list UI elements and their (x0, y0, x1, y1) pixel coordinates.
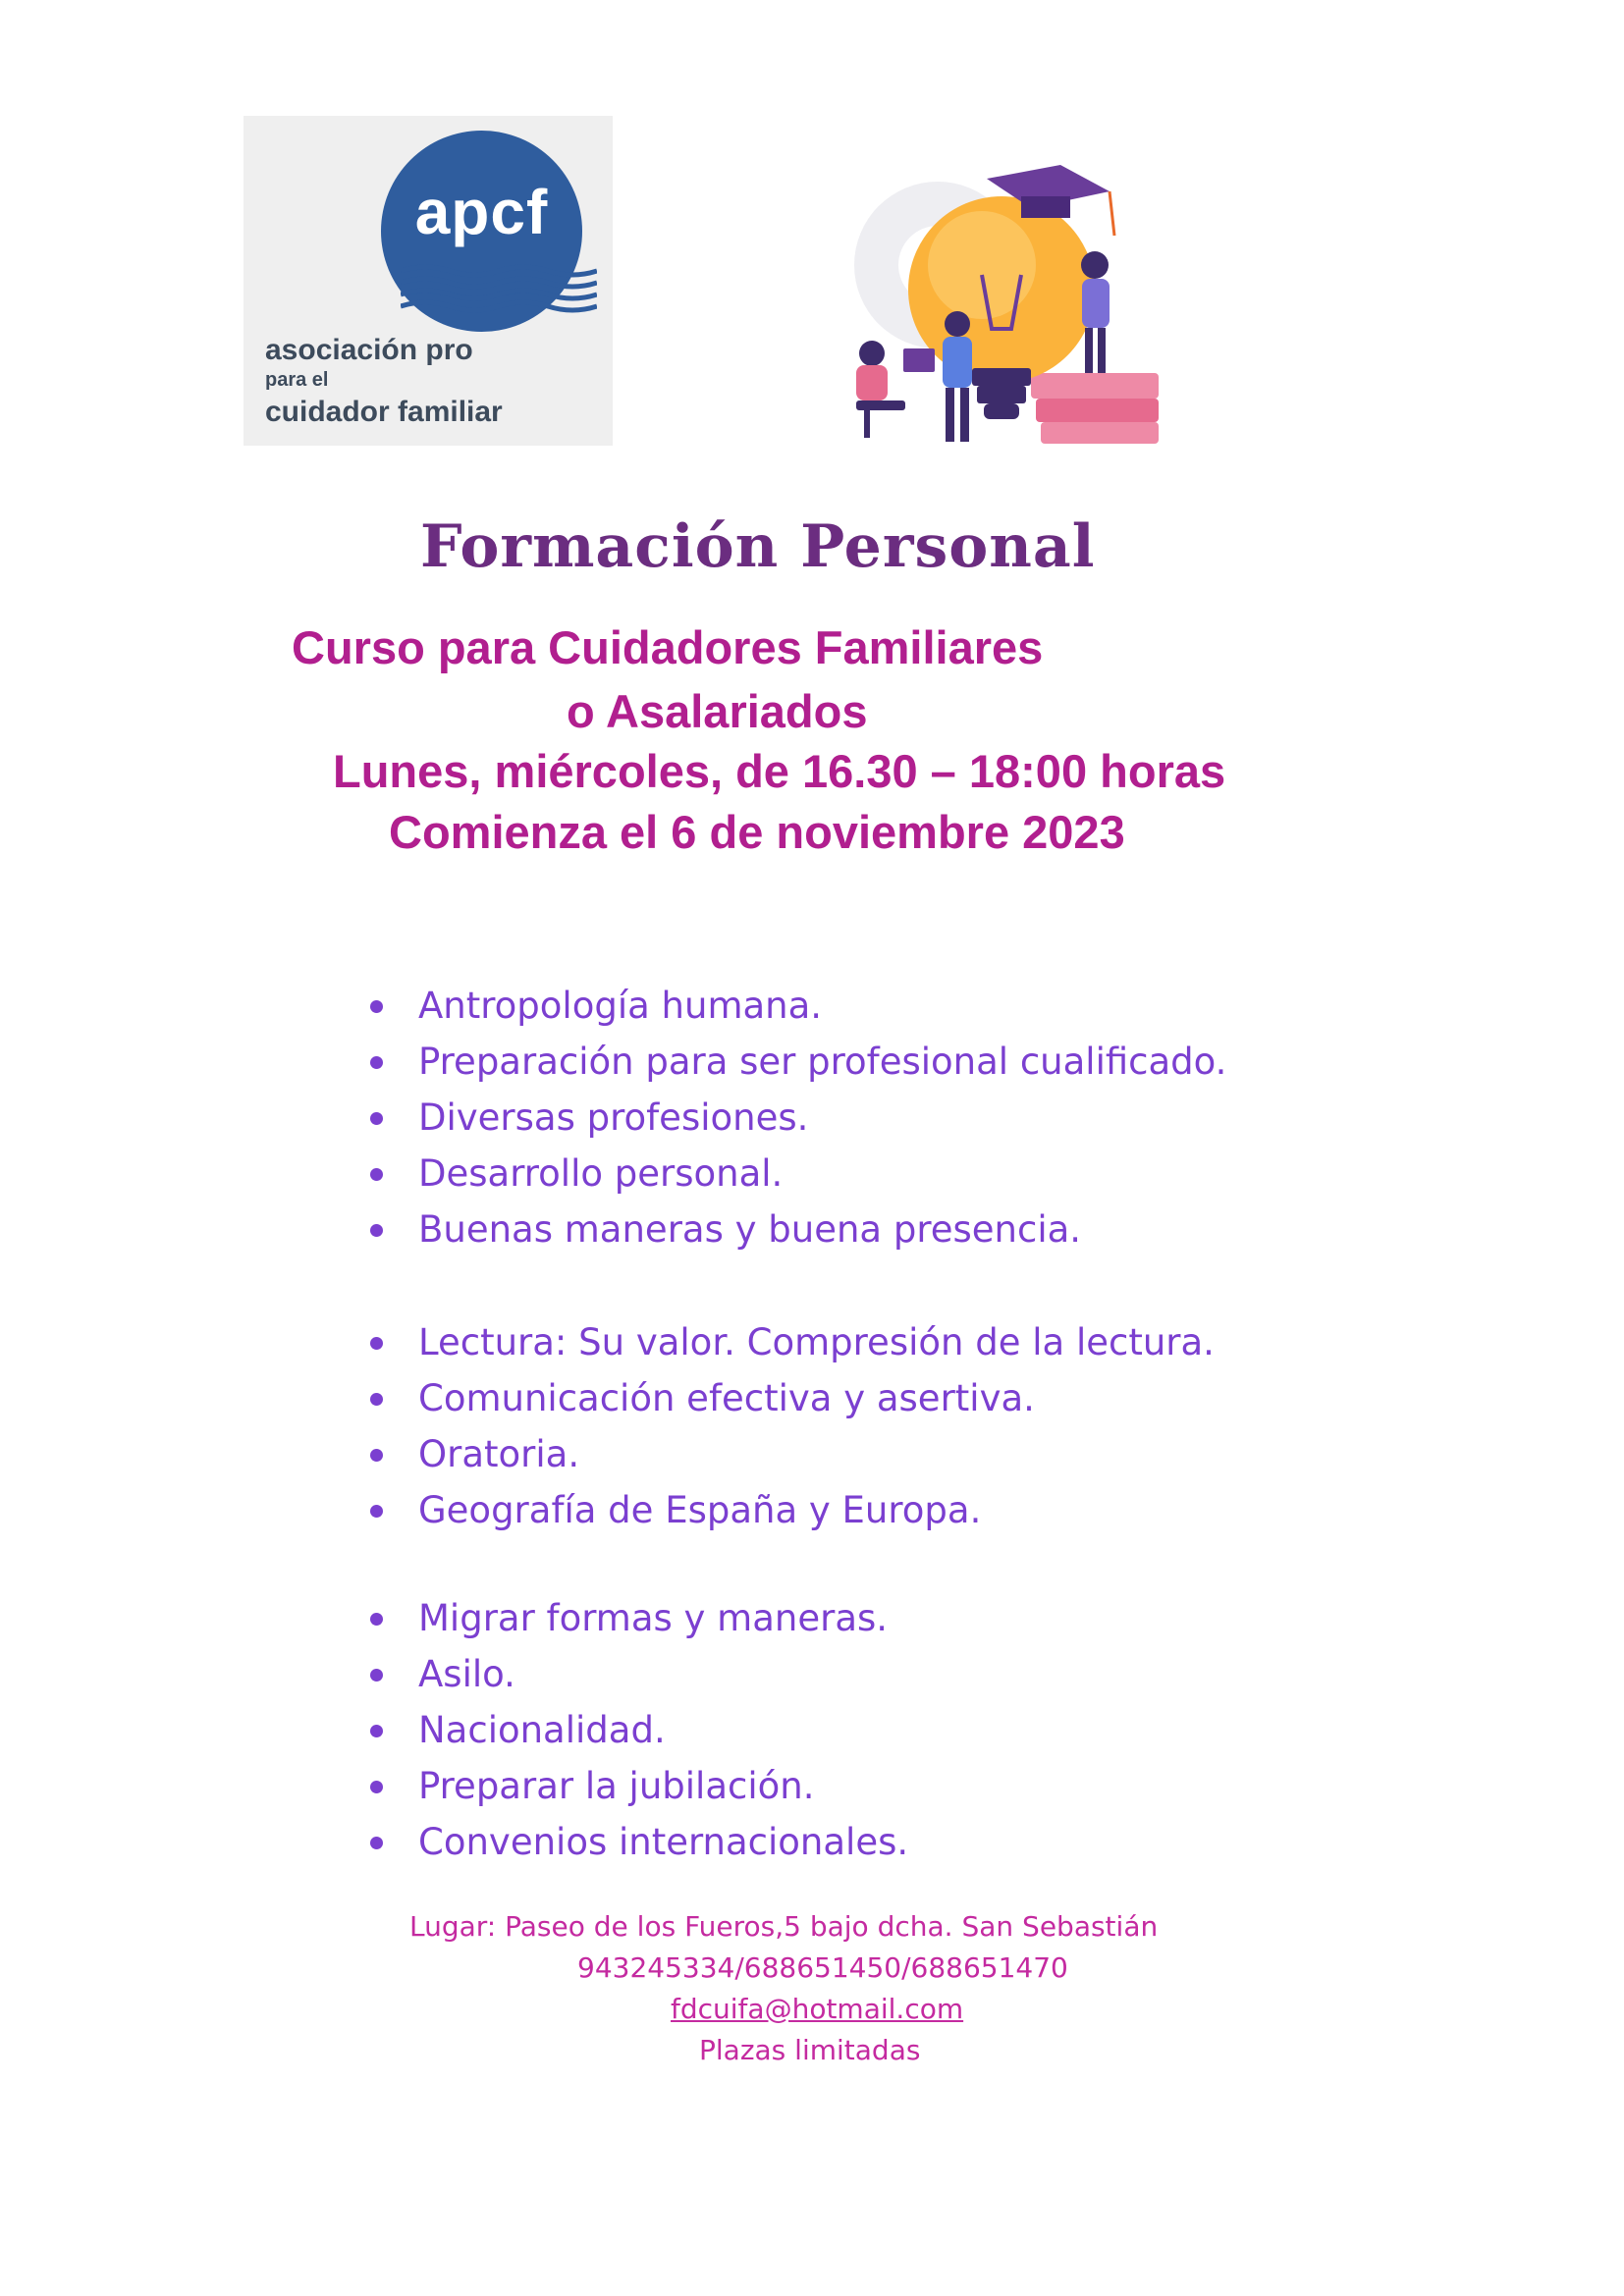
list-item: Antropología humana. (363, 978, 1226, 1034)
list-item: Preparar la jubilación. (363, 1758, 908, 1814)
logo-line-3: cuidador familiar (265, 396, 503, 428)
logo-line-1: asociación pro (265, 334, 473, 366)
list-item: Oratoria. (363, 1426, 1215, 1482)
footer-email-link[interactable]: fdcuifa@hotmail.com (671, 1993, 964, 2025)
topic-list-3 (363, 1590, 908, 1870)
topic-list-1 (363, 978, 1226, 1257)
course-start-date: Comienza el 6 de noviembre 2023 (389, 806, 1125, 858)
list-item: Buenas maneras y buena presencia. (363, 1201, 1226, 1257)
list-item: Migrar formas y maneras. (363, 1590, 908, 1646)
list-item: Lectura: Su valor. Compresión de la lectura. (363, 1314, 1215, 1370)
page-title: Formación Personal (420, 512, 1096, 581)
list-item: Diversas profesiones. (363, 1090, 1226, 1146)
apcf-logo (244, 116, 613, 446)
list-item: Desarrollo personal. (363, 1146, 1226, 1201)
list-item: Preparación para ser profesional cualificado. (363, 1034, 1226, 1090)
footer-location: Lugar: Paseo de los Fueros,5 bajo dcha. San Sebastián (409, 1910, 1159, 1943)
list-item: Asilo. (363, 1646, 908, 1702)
list-item: Nacionalidad. (363, 1702, 908, 1758)
footer-phones: 943245334/688651450/688651470 (577, 1951, 1068, 1984)
course-schedule: Lunes, miércoles, de 16.30 – 18:00 horas (333, 745, 1226, 797)
course-title-line-1: Curso para Cuidadores Familiares (292, 621, 1044, 673)
logo-line-2: para el (265, 369, 329, 391)
list-item: Comunicación efectiva y asertiva. (363, 1370, 1215, 1426)
list-item: Convenios internacionales. (363, 1814, 908, 1870)
course-title-line-2: o Asalariados (567, 685, 868, 737)
footer-note: Plazas limitadas (699, 2034, 921, 2066)
logo-abbr: apcf (414, 177, 549, 247)
topic-list-2 (363, 1314, 1215, 1538)
list-item: Geografía de España y Europa. (363, 1482, 1215, 1538)
waves-icon (401, 263, 597, 322)
lightbulb-graduation-illustration (835, 147, 1168, 452)
